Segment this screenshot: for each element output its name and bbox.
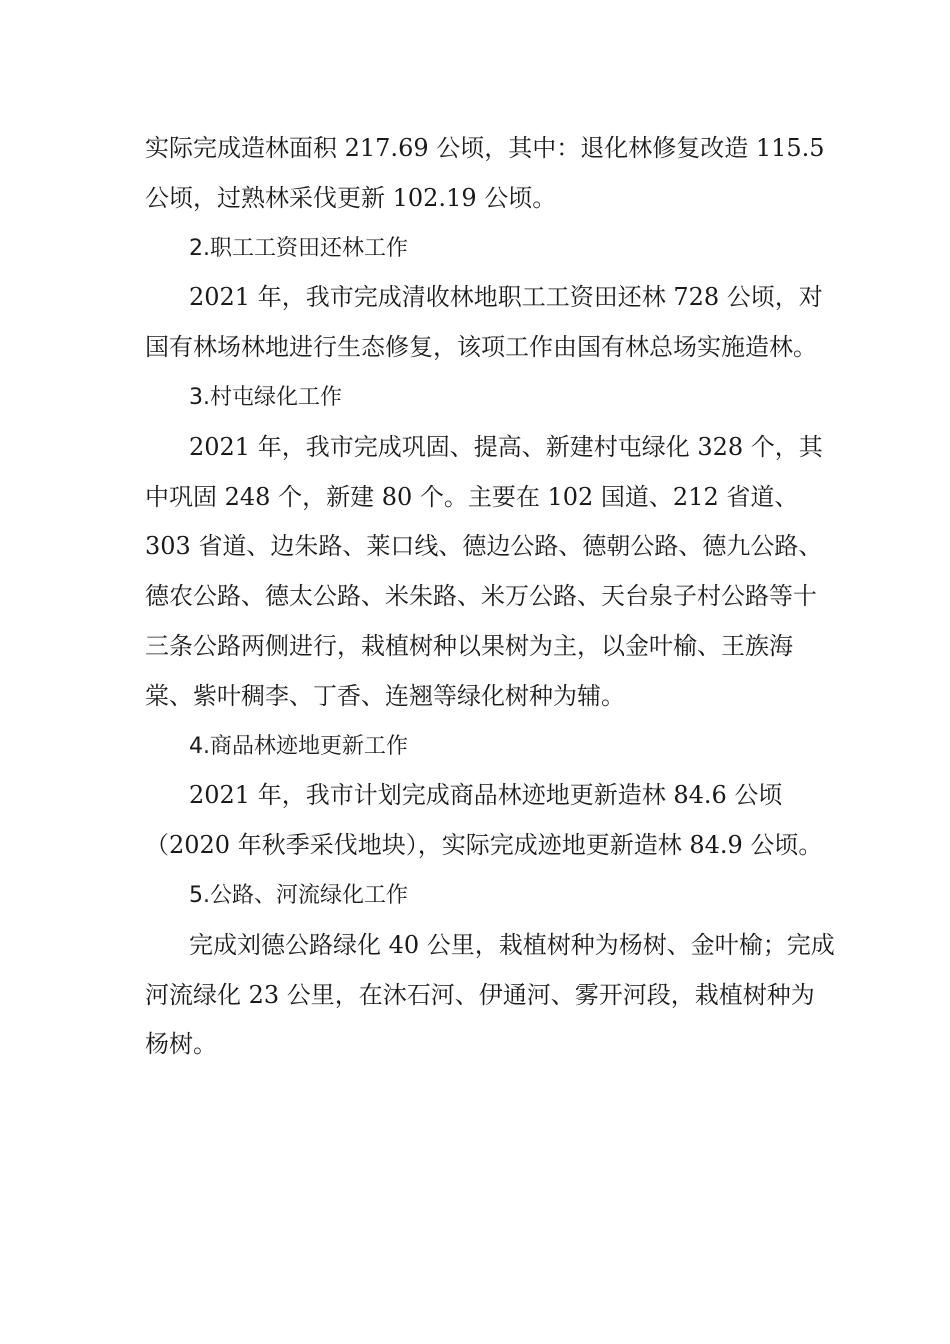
section-heading-5: 5.公路、河流绿化工作 <box>189 882 408 908</box>
paragraph-road-river-greening: 完成刘德公路绿化 40 公里，栽植树种为杨树、金叶榆；完成河流绿化 23 公里，在沐石河、伊通河、雾开河段，栽植树种为杨树。 <box>145 930 835 1059</box>
section-heading-4: 4.商品林迹地更新工作 <box>189 733 408 759</box>
paragraph-wage-field-reforestation: 2021 年，我市完成清收林地职工工资田还林 728 公顷，对国有林场林地进行生态修复，该项工作由国有林总场实施造林。 <box>145 283 823 362</box>
paragraph-village-greening: 2021 年，我市完成巩固、提高、新建村屯绿化 328 个，其中巩固 248 个，新建 80 个。主要在 102 国道、212 省道、303 省道、边朱路、莱口线、德边公路、德朝公路、德九公路、德农公路、德太公路、米朱路、米万公路、天台泉子村公路等十三条公路两侧进行，栽植树种以果树为主，以金叶榆、王族海棠、紫叶稠李、丁香、连翘等绿化树种为辅。 <box>145 432 823 710</box>
paragraph-commercial-forest-renewal: 2021 年，我市计划完成商品林迹地更新造林 84.6 公顷（2020 年秋季采伐地块），实际完成迹地更新造林 84.9 公顷。 <box>145 781 823 860</box>
section-heading-2: 2.职工工资田还林工作 <box>189 235 408 261</box>
paragraph-continued: 实际完成造林面积 217.69 公顷，其中：退化林修复改造 115.5 公顷，过熟林采伐更新 102.19 公顷。 <box>145 134 825 212</box>
document-body <box>145 124 835 1070</box>
section-heading-3: 3.村屯绿化工作 <box>189 384 342 410</box>
